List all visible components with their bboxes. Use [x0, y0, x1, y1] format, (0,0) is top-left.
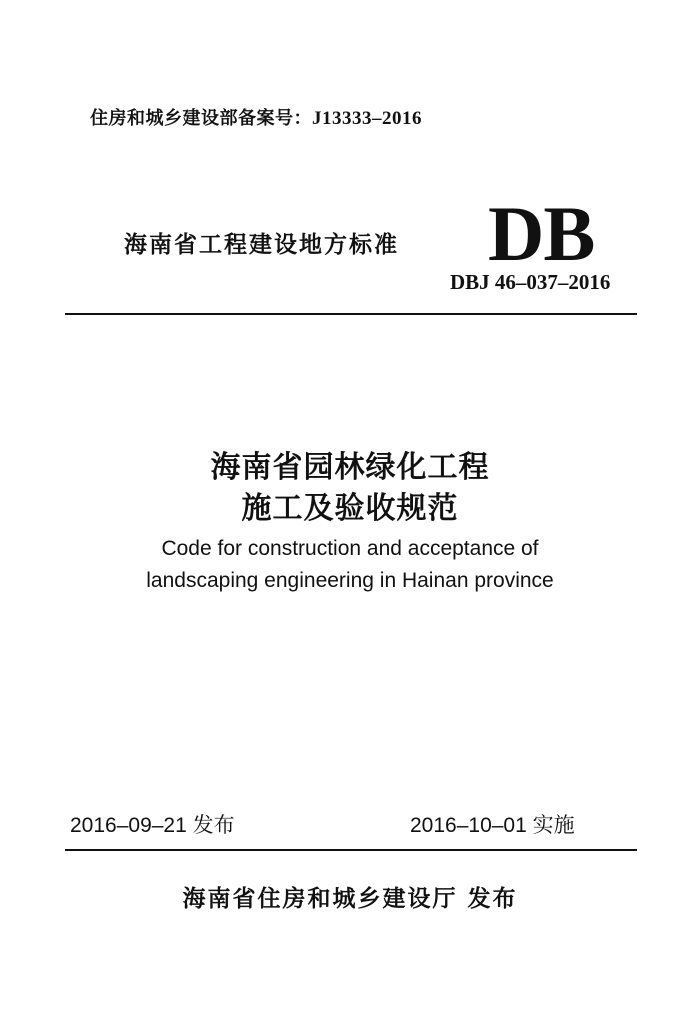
- issue-date: 2016–09–21 发布: [70, 814, 235, 837]
- english-title-line-1: Code for construction and acceptance of: [161, 537, 539, 560]
- filing-record: [90, 104, 422, 130]
- implementation-date: 2016–10–01 实施: [410, 814, 575, 837]
- standard-code: DBJ 46–037–2016: [450, 270, 611, 294]
- top-divider: [65, 313, 637, 315]
- db-mark: DB: [488, 190, 595, 277]
- publisher: 海南省住房和城乡建设厅 发布: [182, 886, 518, 912]
- bottom-divider: [65, 849, 637, 851]
- filing-number: J13333–2016: [312, 108, 422, 129]
- filing-label: 住房和城乡建设部备案号：: [90, 108, 312, 129]
- chinese-title-line-1: 海南省园林绿化工程: [210, 450, 490, 485]
- english-title-line-2: landscaping engineering in Hainan province: [146, 569, 554, 592]
- chinese-title-line-2: 施工及验收规范: [241, 491, 459, 526]
- standard-type: 海南省工程建设地方标准: [124, 232, 399, 258]
